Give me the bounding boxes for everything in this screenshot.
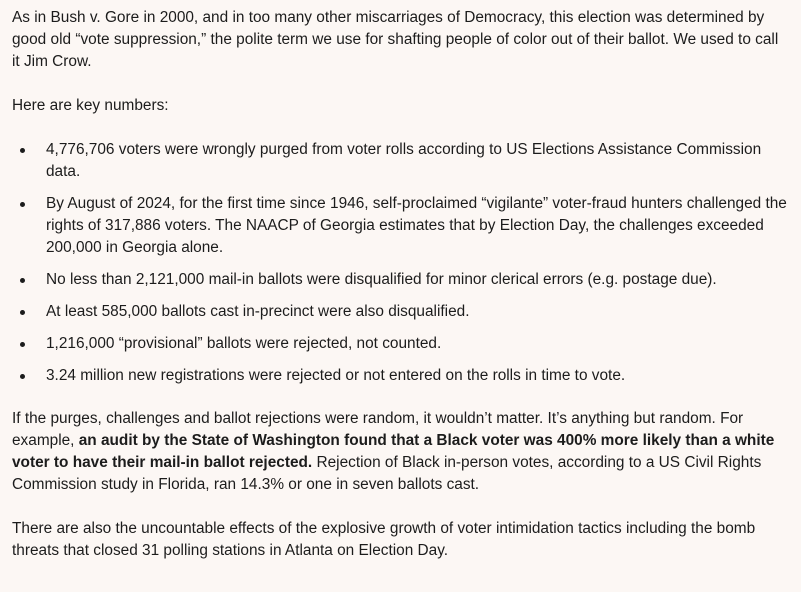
paragraph-text-after: Rejection of Black in-person votes, according to a US Civil Rights Commission study in Florida, ran 14.3% or one in seven ballots cast. — [12, 454, 762, 493]
list-item: 3.24 million new registrations were rejected or not entered on the rolls in time to vote. — [46, 365, 787, 387]
intro-paragraph: As in Bush v. Gore in 2000, and in too many other miscarriages of Democracy, this election was determined by good old “vote suppression,” the polite term we use for shafting people of color out of their ballot. We used to call it Jim Crow. — [12, 9, 779, 70]
list-item: At least 585,000 ballots cast in-precinct were also disqualified. — [46, 301, 787, 323]
paragraph-text-before: If the purges, challenges and ballot rejections were random, it wouldn’t matter. It’s anything but random. For example, — [12, 410, 744, 449]
key-numbers-heading: Here are key numbers: — [12, 97, 169, 114]
random-rejections-paragraph — [12, 408, 787, 496]
key-numbers-list — [12, 139, 787, 387]
audit-highlight: an audit by the State of Washington found that a Black voter was 400% more likely than a white voter to have their mail-in ballot rejected. — [12, 432, 775, 471]
list-item: No less than 2,121,000 mail-in ballots were disqualified for minor clerical errors (e.g. postage due). — [46, 269, 787, 291]
list-item: 1,216,000 “provisional” ballots were rejected, not counted. — [46, 333, 787, 355]
closing-paragraph: There are also the uncountable effects of the explosive growth of voter intimidation tactics including the bomb threats that closed 31 polling stations in Atlanta on Election Day. — [12, 520, 756, 559]
list-item: By August of 2024, for the first time since 1946, self-proclaimed “vigilante” voter-fraud hunters challenged the rights of 317,886 voters. The NAACP of Georgia estimates that by Election Day, the challenges exceeded 200,000 in Georgia alone. — [46, 193, 787, 259]
list-item: 4,776,706 voters were wrongly purged from voter rolls according to US Elections Assistance Commission data. — [46, 139, 787, 183]
